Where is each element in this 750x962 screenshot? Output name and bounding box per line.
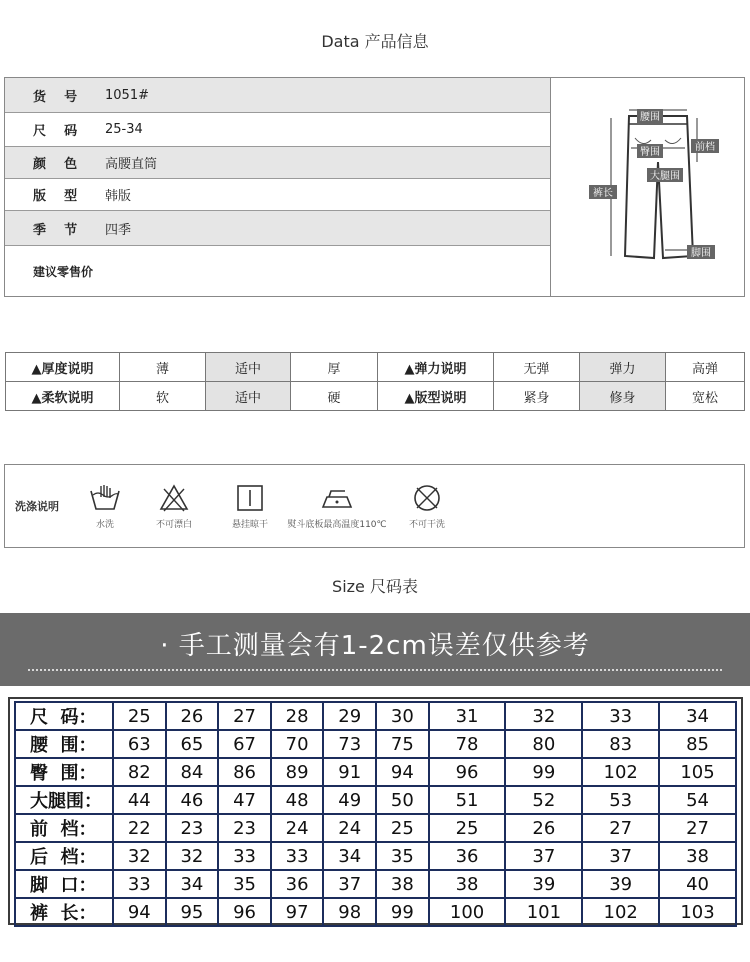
- size-cell: 32: [113, 842, 166, 870]
- attr-cell-selected: 适中: [206, 382, 291, 411]
- attr-cell: 软: [120, 382, 206, 411]
- size-cell: 29: [323, 702, 376, 730]
- size-cell: 25: [429, 814, 506, 842]
- washing-instructions-panel: [4, 464, 745, 548]
- size-row-label: 后 档：: [15, 842, 113, 870]
- thigh-label: 大腿围: [650, 171, 680, 182]
- wash-label: 不可漂白: [155, 520, 192, 530]
- size-row-label: 脚 口：: [15, 870, 113, 898]
- size-table-frame: [8, 697, 743, 925]
- size-cell: 105: [659, 758, 736, 786]
- size-cell: 26: [505, 814, 582, 842]
- size-cell: 39: [582, 870, 659, 898]
- size-cell: 27: [582, 814, 659, 842]
- no-bleach-icon: [159, 483, 189, 513]
- info-label: 颜 色: [33, 157, 78, 172]
- size-row: [15, 870, 736, 898]
- washing-title: 洗涤说明: [15, 500, 59, 513]
- attr-cell: 高弹: [666, 353, 745, 382]
- attr-cell: 紧身: [494, 382, 580, 411]
- size-cell: 35: [218, 870, 271, 898]
- size-cell: 33: [582, 702, 659, 730]
- size-row: [15, 898, 736, 926]
- size-cell: 51: [429, 786, 506, 814]
- size-cell: 82: [113, 758, 166, 786]
- attr-row-softness-fit: [6, 382, 745, 411]
- size-cell: 85: [659, 730, 736, 758]
- size-cell: 26: [166, 702, 219, 730]
- size-cell: 84: [166, 758, 219, 786]
- length-label: 裤长: [593, 188, 613, 199]
- size-row-label: 臀 围：: [15, 758, 113, 786]
- size-cell: 44: [113, 786, 166, 814]
- size-cell: 99: [376, 898, 429, 926]
- info-value: 韩版: [105, 189, 132, 204]
- size-cell: 35: [376, 842, 429, 870]
- size-cell: 37: [505, 842, 582, 870]
- info-row-season: [5, 211, 550, 246]
- size-cell: 95: [166, 898, 219, 926]
- size-cell: 46: [166, 786, 219, 814]
- product-info-list: [5, 78, 551, 296]
- no-dry-clean-icon: [411, 483, 443, 513]
- wash-label: 熨斗底板最高温度110℃: [287, 520, 387, 530]
- size-cell: 24: [271, 814, 324, 842]
- size-cell: 100: [429, 898, 506, 926]
- size-row: [15, 702, 736, 730]
- size-cell: 75: [376, 730, 429, 758]
- hip-label: 臀围: [640, 147, 660, 158]
- size-cell: 48: [271, 786, 324, 814]
- size-row: [15, 814, 736, 842]
- info-label: 季 节: [33, 222, 78, 238]
- size-cell: 50: [376, 786, 429, 814]
- info-value: 高腰直筒: [105, 157, 158, 172]
- fabric-attributes-table: [5, 352, 745, 411]
- info-label: 尺 码: [33, 124, 78, 139]
- size-chart-title: Size 尺码表: [332, 577, 418, 596]
- attr-cell: ▲弹力说明: [378, 353, 494, 382]
- measurement-note-text: · 手工测量会有1-2cm误差仅供参考: [160, 631, 590, 661]
- info-row-price: [5, 246, 550, 296]
- size-cell: 70: [271, 730, 324, 758]
- attr-cell: ▲厚度说明: [6, 353, 120, 382]
- attr-cell: ▲柔软说明: [6, 382, 120, 411]
- hang-dry-icon: [235, 483, 265, 513]
- wash-label: 水洗: [95, 520, 114, 530]
- iron-icon: [319, 483, 355, 513]
- size-cell: 37: [323, 870, 376, 898]
- wash-label: 不可干洗: [408, 520, 445, 530]
- size-cell: 52: [505, 786, 582, 814]
- size-cell: 49: [323, 786, 376, 814]
- size-row-label: 尺 码：: [15, 702, 113, 730]
- size-cell: 23: [218, 814, 271, 842]
- size-cell: 39: [505, 870, 582, 898]
- info-row-color: [5, 147, 550, 179]
- pants-measure-diagram: [551, 78, 745, 296]
- size-cell: 97: [271, 898, 324, 926]
- size-cell: 102: [582, 758, 659, 786]
- size-cell: 32: [505, 702, 582, 730]
- size-cell: 96: [218, 898, 271, 926]
- size-cell: 23: [166, 814, 219, 842]
- size-cell: 36: [429, 842, 506, 870]
- size-cell: 33: [218, 842, 271, 870]
- attr-cell: 薄: [120, 353, 206, 382]
- hem-label: 脚围: [691, 248, 711, 259]
- size-cell: 33: [113, 870, 166, 898]
- wash-item-no-dry-clean: [403, 483, 451, 530]
- size-cell: 89: [271, 758, 324, 786]
- size-cell: 40: [659, 870, 736, 898]
- size-cell: 37: [582, 842, 659, 870]
- size-cell: 27: [659, 814, 736, 842]
- size-row: [15, 758, 736, 786]
- size-cell: 34: [323, 842, 376, 870]
- size-cell: 22: [113, 814, 166, 842]
- size-cell: 24: [323, 814, 376, 842]
- size-cell: 103: [659, 898, 736, 926]
- size-cell: 86: [218, 758, 271, 786]
- size-cell: 30: [376, 702, 429, 730]
- size-cell: 91: [323, 758, 376, 786]
- size-row-label: 裤 长：: [15, 898, 113, 926]
- wash-item-hand-wash: [85, 483, 125, 530]
- info-row-size: [5, 113, 550, 147]
- wash-item-iron: [281, 483, 393, 530]
- info-value: 1051#: [105, 87, 149, 103]
- waist-label: 腰围: [640, 112, 660, 123]
- attr-cell-selected: 修身: [580, 382, 666, 411]
- size-table: [14, 701, 737, 927]
- size-row: [15, 730, 736, 758]
- measurement-note-banner: [0, 613, 750, 686]
- size-cell: 80: [505, 730, 582, 758]
- size-cell: 96: [429, 758, 506, 786]
- size-cell: 73: [323, 730, 376, 758]
- size-cell: 67: [218, 730, 271, 758]
- size-cell: 28: [271, 702, 324, 730]
- product-info-title: Data 产品信息: [321, 32, 429, 51]
- pants-illustration: [551, 78, 745, 296]
- size-cell: 102: [582, 898, 659, 926]
- attr-row-thickness-elasticity: [6, 353, 745, 382]
- attr-cell: 无弹: [494, 353, 580, 382]
- info-label: 建议零售价: [33, 264, 94, 279]
- size-cell: 38: [376, 870, 429, 898]
- attr-cell: 宽松: [666, 382, 745, 411]
- attr-cell: 硬: [291, 382, 378, 411]
- size-cell: 27: [218, 702, 271, 730]
- size-cell: 63: [113, 730, 166, 758]
- attr-cell-selected: 弹力: [580, 353, 666, 382]
- attr-cell-selected: 适中: [206, 353, 291, 382]
- attr-cell: 厚: [291, 353, 378, 382]
- size-row-label: 大腿围：: [15, 786, 113, 814]
- size-cell: 101: [505, 898, 582, 926]
- size-cell: 47: [218, 786, 271, 814]
- size-cell: 25: [376, 814, 429, 842]
- size-row-label: 前 档：: [15, 814, 113, 842]
- size-cell: 94: [113, 898, 166, 926]
- info-row-item-no: [5, 78, 550, 113]
- size-cell: 31: [429, 702, 506, 730]
- size-cell: 34: [659, 702, 736, 730]
- info-value: 四季: [105, 222, 132, 238]
- size-cell: 65: [166, 730, 219, 758]
- size-cell: 36: [271, 870, 324, 898]
- size-cell: 78: [429, 730, 506, 758]
- wash-item-no-bleach: [149, 483, 199, 530]
- size-cell: 83: [582, 730, 659, 758]
- size-row-label: 腰 围：: [15, 730, 113, 758]
- front-rise-label: 前档: [695, 142, 715, 153]
- size-cell: 38: [429, 870, 506, 898]
- wash-item-hang-dry: [225, 483, 275, 530]
- size-row: [15, 786, 736, 814]
- size-cell: 32: [166, 842, 219, 870]
- attr-cell: ▲版型说明: [378, 382, 494, 411]
- size-cell: 99: [505, 758, 582, 786]
- size-cell: 25: [113, 702, 166, 730]
- info-value: 25-34: [105, 122, 143, 137]
- size-cell: 98: [323, 898, 376, 926]
- size-cell: 54: [659, 786, 736, 814]
- info-label: 版 型: [33, 189, 78, 204]
- product-info-panel: [4, 77, 745, 297]
- size-cell: 34: [166, 870, 219, 898]
- size-cell: 53: [582, 786, 659, 814]
- hand-wash-icon: [88, 483, 122, 513]
- dotted-divider: [28, 669, 722, 671]
- info-row-fit: [5, 179, 550, 211]
- wash-label: 悬挂晾干: [231, 520, 268, 530]
- info-label: 货 号: [33, 89, 78, 105]
- size-row: [15, 842, 736, 870]
- size-cell: 33: [271, 842, 324, 870]
- size-cell: 38: [659, 842, 736, 870]
- size-cell: 94: [376, 758, 429, 786]
